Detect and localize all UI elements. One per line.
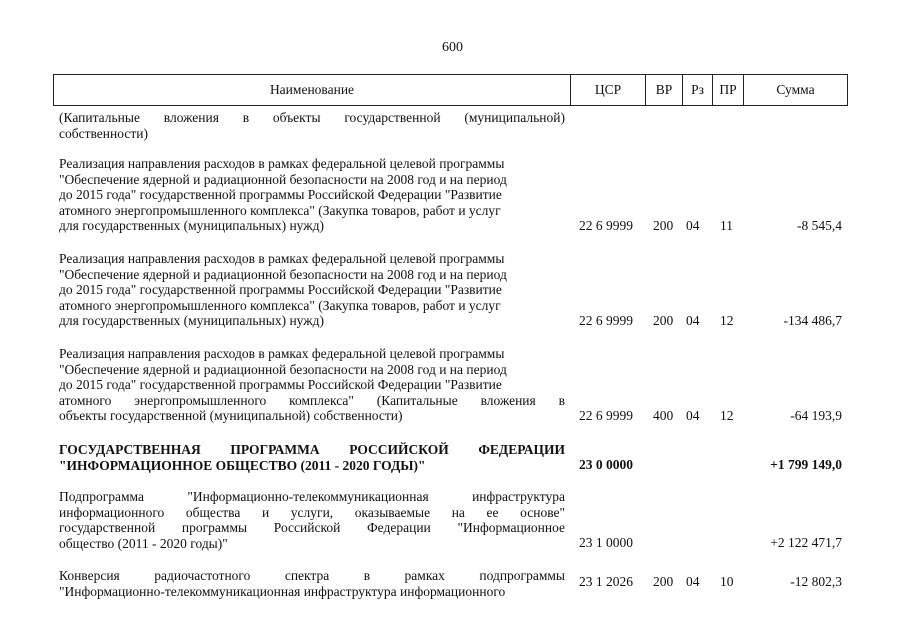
row-name-line: информационного общества и услуги, оказываемые на ее основе" xyxy=(59,504,565,520)
row-csr: 23 1 2026 xyxy=(579,574,633,589)
row-name xyxy=(59,568,565,599)
header-pr: ПР xyxy=(719,82,737,97)
row-sum: -8 545,4 xyxy=(797,218,842,233)
row-name-line: общество (2011 - 2020 годы)" xyxy=(59,535,228,551)
row-name-line: "Обеспечение ядерной и радиационной безопасности на 2008 год и на период xyxy=(59,266,507,282)
row-name-line: ГОСУДАРСТВЕННАЯ ПРОГРАММА РОССИЙСКОЙ ФЕДЕРАЦИИ xyxy=(59,442,565,457)
row-name-line: "ИНФОРМАЦИОННОЕ ОБЩЕСТВО (2011 - 2020 ГОДЫ)" xyxy=(59,457,426,473)
row-name-line: "Обеспечение ядерной и радиационной безопасности на 2008 год и на период xyxy=(59,171,507,187)
header-rz: Рз xyxy=(691,82,704,97)
row-csr: 22 6 9999 xyxy=(579,408,633,423)
row-sum: -12 802,3 xyxy=(790,574,842,589)
row-name-line: до 2015 года" государственной программы Российской Федерации "Развитие xyxy=(59,377,502,392)
row-name-line: атомного энергопромышленного комплекса" (Закупка товаров, работ и услуг xyxy=(59,297,501,313)
row-vr: 200 xyxy=(653,313,674,328)
table-header xyxy=(53,74,848,106)
row-name-line: "Обеспечение ядерной и радиационной безопасности на 2008 год и на период xyxy=(59,361,507,377)
row-sum: +1 799 149,0 xyxy=(770,457,842,472)
row-name-line: государственной программы Российской Федерации "Информационное xyxy=(59,520,565,535)
row-sum: -64 193,9 xyxy=(790,408,842,423)
row-name-line: Подпрограмма "Информационно-телекоммуникационная инфраструктура xyxy=(59,489,565,504)
page-number: 600 xyxy=(442,40,463,55)
row-csr: 22 6 9999 xyxy=(579,313,633,328)
row-vr: 200 xyxy=(653,218,674,233)
row-csr: 23 1 0000 xyxy=(579,535,633,550)
row-name-line: "Информационно-телекоммуникационная инфраструктура информационного xyxy=(59,583,506,599)
row-sum: -134 486,7 xyxy=(783,313,842,328)
header-name: Наименование xyxy=(269,82,355,97)
row-name-line: объекты государственной (муниципальной) собственности) xyxy=(59,408,403,423)
row-name-line: Реализация направления расходов в рамках федеральной целевой программы xyxy=(59,156,505,171)
row-name-line: для государственных (муниципальных) нужд) xyxy=(59,218,324,233)
header-csr: ЦСР xyxy=(594,82,622,97)
row-rz: 04 xyxy=(686,218,700,233)
row-name xyxy=(59,251,565,329)
row-vr: 200 xyxy=(653,574,674,589)
row-name-line: Конверсия радиочастотного спектра в рамках подпрограммы xyxy=(59,568,565,583)
row-name-line: собственности) xyxy=(59,125,148,141)
row-name xyxy=(59,442,565,473)
row-name-line: до 2015 года" государственной программы Российской Федерации "Развитие xyxy=(59,282,502,297)
row-name-line: Реализация направления расходов в рамках федеральной целевой программы xyxy=(59,251,505,266)
row-name-line: для государственных (муниципальных) нужд) xyxy=(59,313,324,328)
row-name-line: (Капитальные вложения в объекты государственной (муниципальной) xyxy=(59,110,565,125)
row-name xyxy=(59,156,565,234)
row-name-line: Реализация направления расходов в рамках федеральной целевой программы xyxy=(59,346,505,361)
row-csr: 23 0 0000 xyxy=(579,457,633,472)
row-name-line: до 2015 года" государственной программы Российской Федерации "Развитие xyxy=(59,187,502,202)
row-rz: 04 xyxy=(686,313,700,328)
row-pr: 12 xyxy=(720,313,734,328)
row-name-line: атомного энергопромышленного комплекса" (Капитальные вложения в xyxy=(59,392,565,408)
row-name xyxy=(59,346,565,424)
row-pr: 10 xyxy=(720,574,734,589)
row-vr: 400 xyxy=(653,408,674,423)
row-rz: 04 xyxy=(686,408,700,423)
row-csr: 22 6 9999 xyxy=(579,218,633,233)
row-name-line: атомного энергопромышленного комплекса" (Закупка товаров, работ и услуг xyxy=(59,202,501,218)
header-sum: Сумма xyxy=(776,82,815,97)
row-sum: +2 122 471,7 xyxy=(770,535,842,550)
row-name xyxy=(59,489,565,551)
row-rz: 04 xyxy=(686,574,700,589)
row-pr: 12 xyxy=(720,408,734,423)
row-name xyxy=(59,110,565,141)
header-vr: ВР xyxy=(655,82,673,97)
row-pr: 11 xyxy=(720,218,733,233)
